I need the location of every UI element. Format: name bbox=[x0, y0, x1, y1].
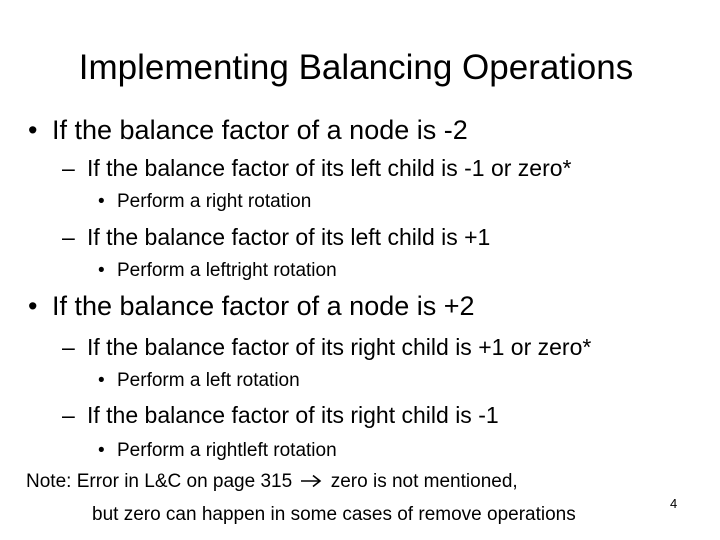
slide-title: Implementing Balancing Operations bbox=[78, 48, 634, 87]
sub-bullet-text: If the balance factor of its right child is -1 bbox=[87, 402, 499, 428]
sub-sub-bullet-marker: • bbox=[98, 260, 105, 281]
sub-sub-bullet-text: Perform a rightleft rotation bbox=[117, 440, 337, 461]
sub-bullet-text: If the balance factor of its left child is +1 bbox=[87, 224, 491, 250]
note-text-after: zero is not mentioned, bbox=[330, 471, 518, 492]
page-number: 4 bbox=[670, 496, 678, 511]
sub-bullet-marker: – bbox=[62, 334, 75, 360]
sub-sub-bullet-marker: • bbox=[98, 191, 105, 212]
sub-sub-bullet-marker: • bbox=[98, 440, 105, 461]
sub-sub-bullet-marker: • bbox=[98, 370, 105, 391]
sub-sub-bullet-text: Perform a right rotation bbox=[117, 191, 312, 212]
sub-sub-bullet-text: Perform a left rotation bbox=[117, 370, 300, 391]
sub-bullet-text: If the balance factor of its left child is -1 or zero* bbox=[87, 155, 572, 181]
sub-bullet-marker: – bbox=[62, 224, 75, 250]
bullet-text-node-minus-2: If the balance factor of a node is -2 bbox=[52, 115, 468, 145]
sub-bullet-marker: – bbox=[62, 155, 75, 181]
note-text-before: Note: Error in L&C on page 315 bbox=[26, 471, 293, 492]
bullet-marker: • bbox=[28, 115, 38, 145]
bullet-text-node-plus-2: If the balance factor of a node is +2 bbox=[52, 291, 475, 321]
bullet-marker: • bbox=[28, 291, 38, 321]
note-line-2: but zero can happen in some cases of remove operations bbox=[92, 504, 576, 525]
right-arrow-icon bbox=[300, 474, 322, 488]
note-line-1 bbox=[26, 472, 518, 491]
sub-bullet-text: If the balance factor of its right child is +1 or zero* bbox=[87, 334, 592, 360]
sub-bullet-marker: – bbox=[62, 402, 75, 428]
sub-sub-bullet-text: Perform a leftright rotation bbox=[117, 260, 337, 281]
